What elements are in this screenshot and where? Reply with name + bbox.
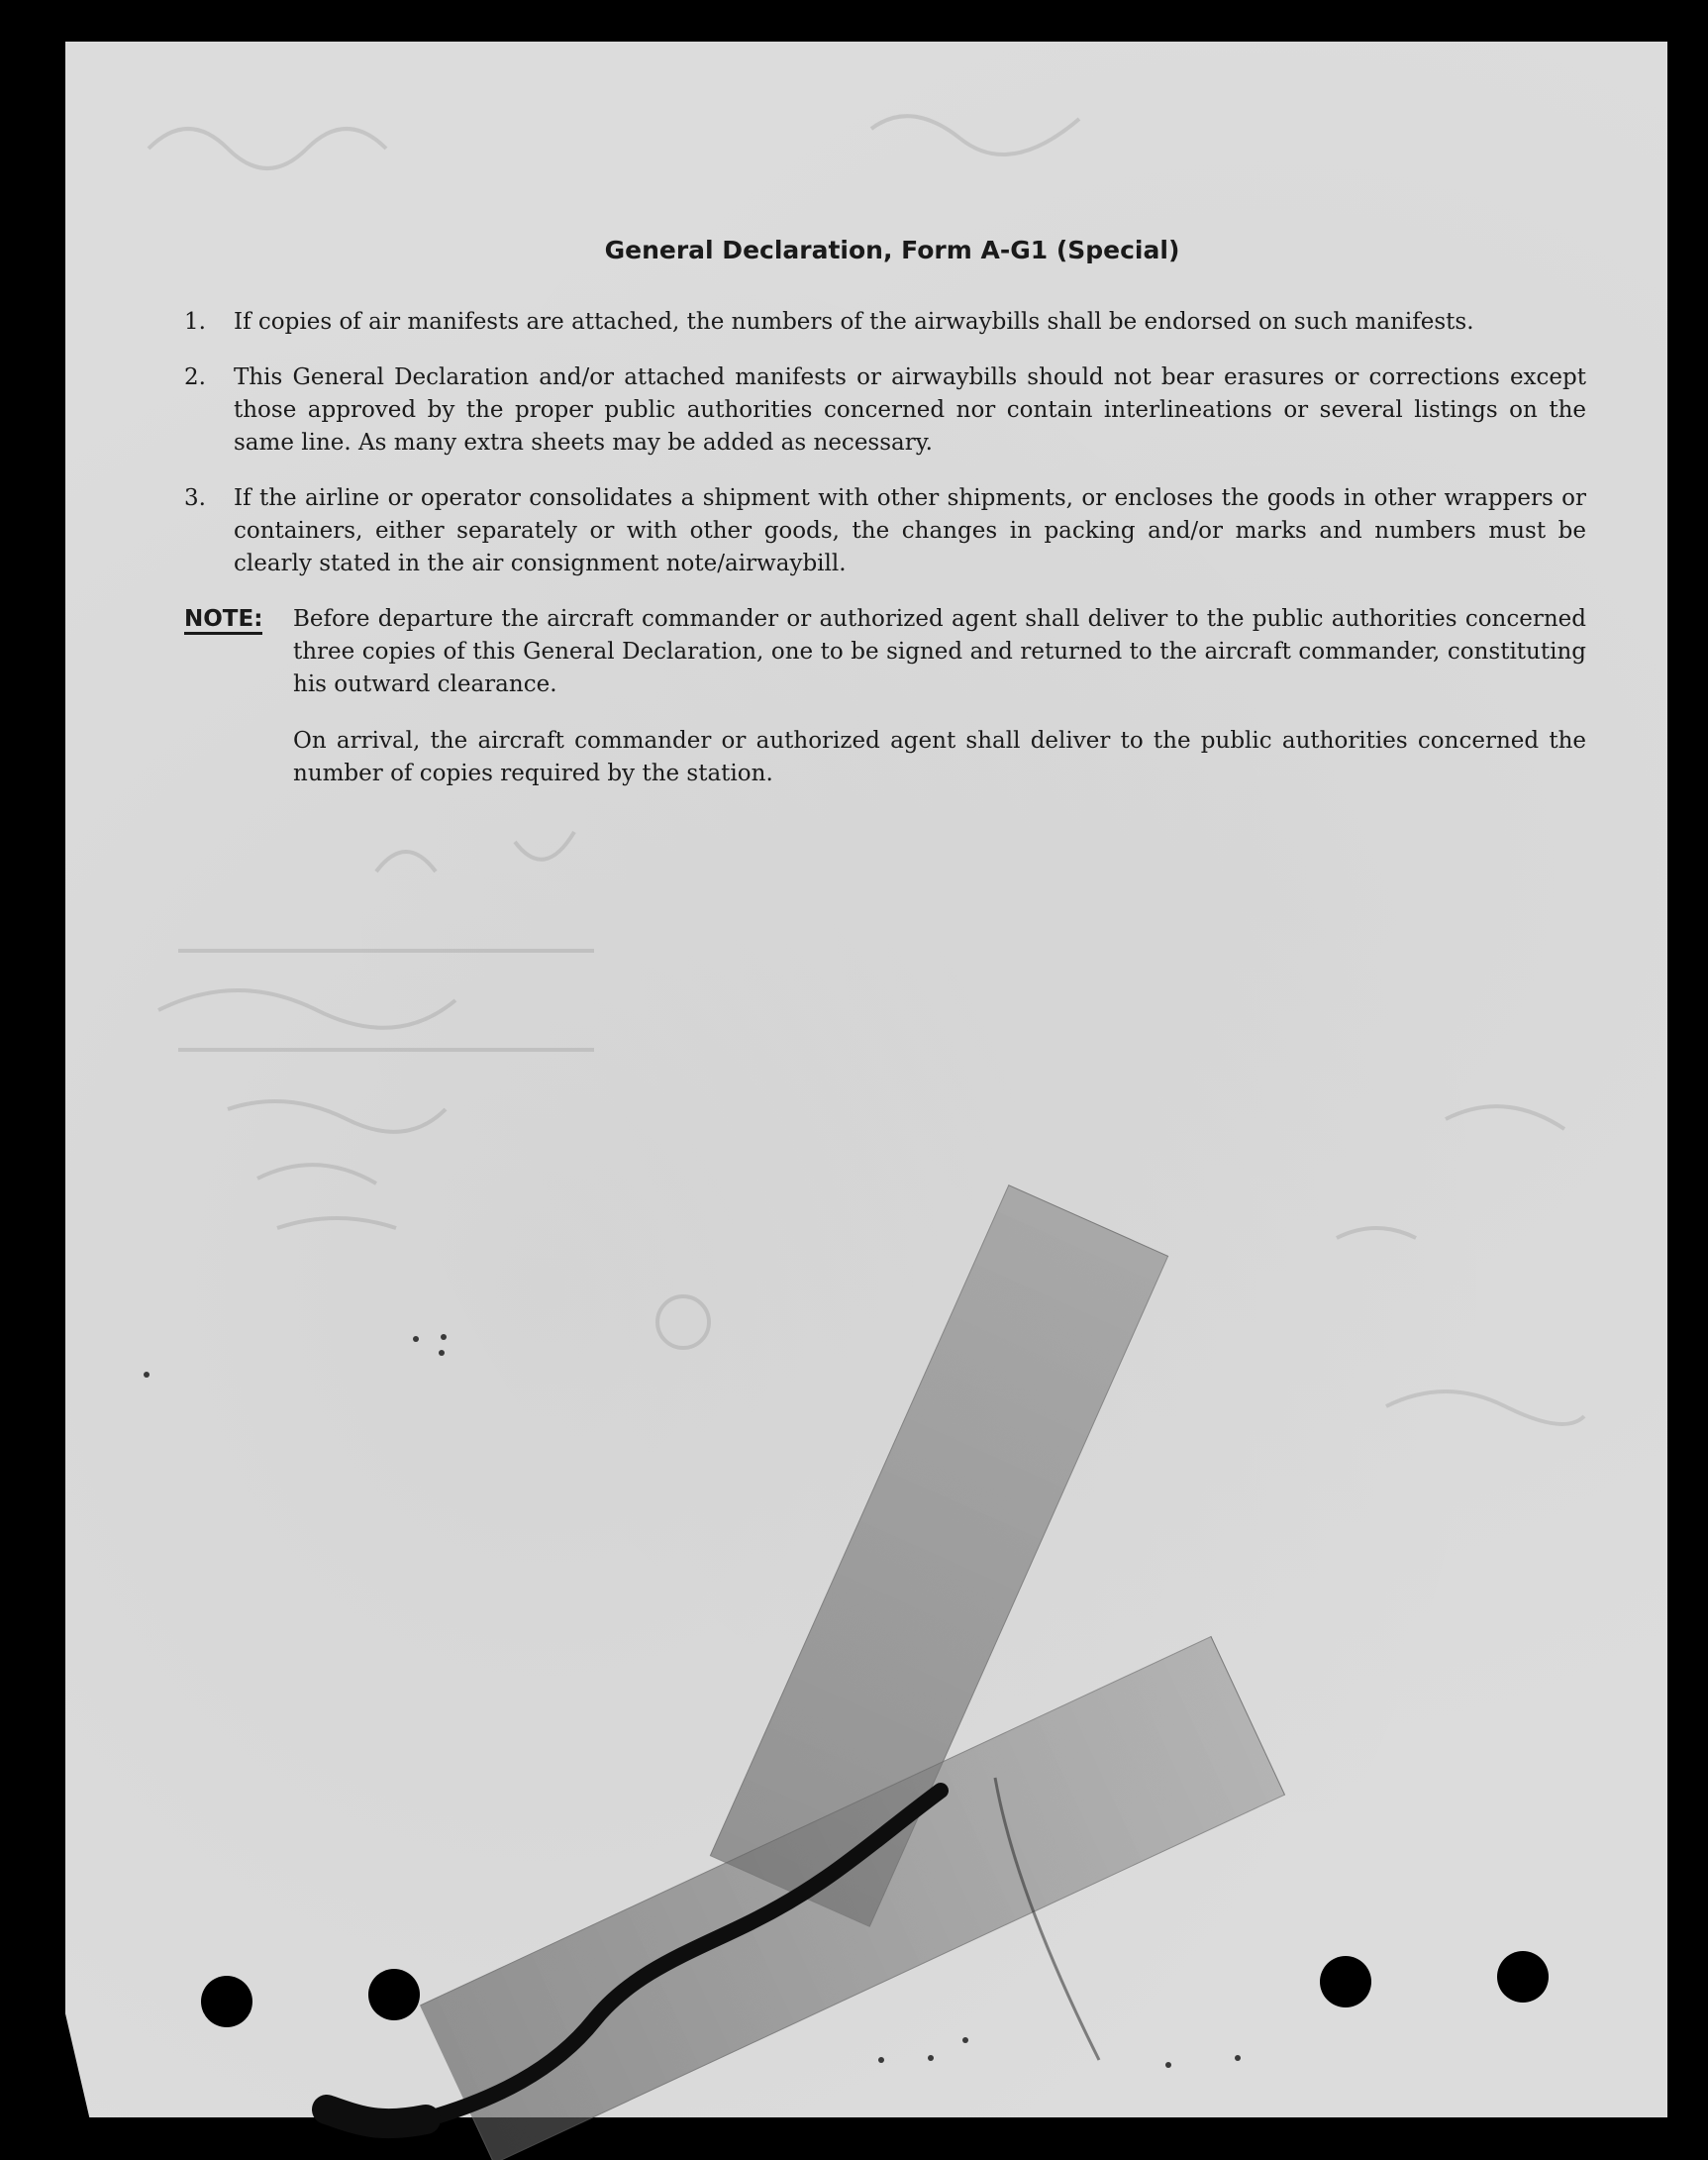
- note-label: [184, 603, 293, 814]
- note-paragraph: Before departure the aircraft commander or authorized agent shall deliver to the public authorities concerned three copies of this General Declaration, one to be signed and returned to the aircraft commander, constituting his outward clearance.: [293, 606, 1586, 697]
- list-item: [184, 482, 1586, 580]
- stamp-show-through: [1296, 1761, 1505, 1807]
- item-number: 1.: [184, 309, 206, 335]
- declaration-instructions: [184, 234, 1586, 814]
- punch-hole: [201, 1976, 252, 2027]
- item-number: 3.: [184, 485, 206, 511]
- page-title: General Declaration, Form A-G1 (Special): [604, 236, 1180, 264]
- item-text: If the airline or operator consolidates a shipment with other shipments, or encloses the goods in other wrappers or containers, either separately or with other goods, the changes in packing and/or marks and numbers must be clearly stated in the air consignment note/airwaybill.: [234, 485, 1586, 576]
- list-item: [184, 361, 1586, 460]
- punch-hole: [368, 1969, 420, 2020]
- note-body: [293, 603, 1586, 814]
- item-text: If copies of air manifests are attached, the numbers of the airwaybills shall be endorsed on such manifests.: [234, 309, 1474, 335]
- note-section: [184, 603, 1586, 814]
- item-number: 2.: [184, 364, 206, 390]
- punch-hole: [1320, 1956, 1371, 2007]
- item-text: This General Declaration and/or attached manifests or airwaybills should not bear erasures or corrections except those approved by the proper public authorities concerned nor contain interlineations or several listings on the same line. As many extra sheets may be added as necessary.: [234, 364, 1586, 456]
- note-label-text: NOTE:: [184, 606, 262, 635]
- note-paragraph: On arrival, the aircraft commander or authorized agent shall deliver to the public authorities concerned the number of copies required by the station.: [293, 728, 1586, 786]
- punch-hole: [1497, 1951, 1549, 2003]
- list-item: [184, 306, 1586, 339]
